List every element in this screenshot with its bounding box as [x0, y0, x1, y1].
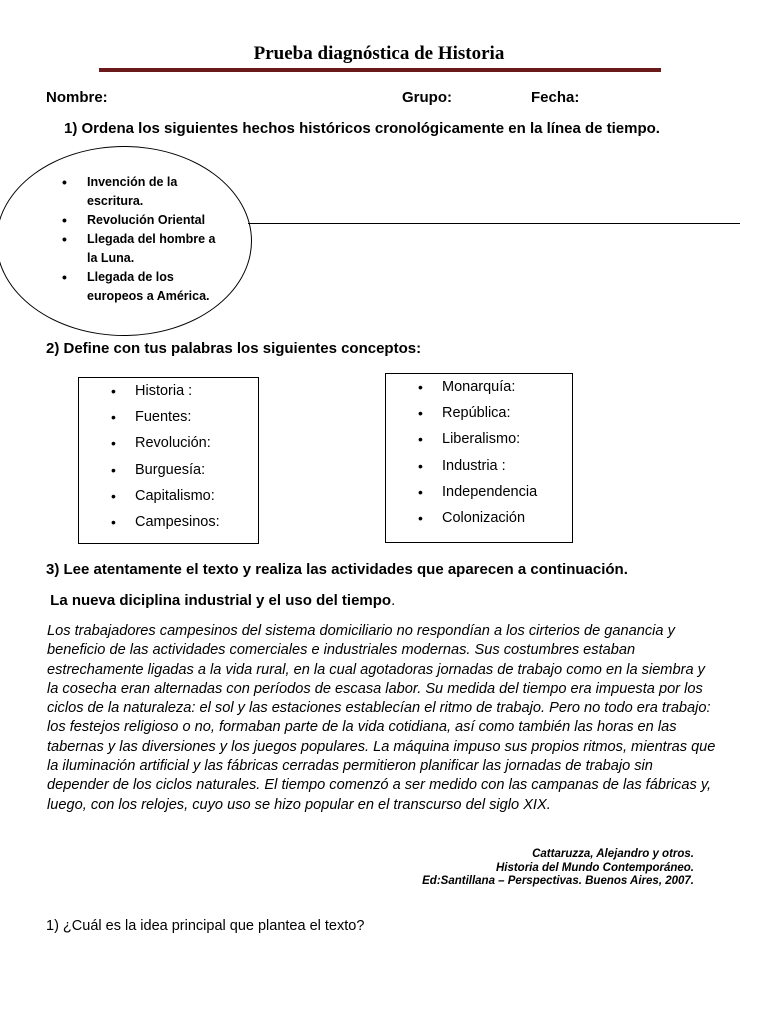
concept-item: • República:	[416, 400, 537, 426]
concept-item: • Industria :	[416, 453, 537, 479]
grupo-label: Grupo:	[402, 89, 452, 106]
concept-item: • Liberalismo:	[416, 426, 537, 452]
citation-line: Cattaruzza, Alejandro y otros.	[532, 848, 694, 860]
concept-item: • Historia :	[109, 378, 220, 404]
timeline-line	[248, 223, 740, 224]
concept-item: • Colonización	[416, 505, 537, 531]
reading-title-text: La nueva diciplina industrial y el uso del tiempo	[46, 592, 392, 609]
concept-item: • Fuentes:	[109, 404, 220, 430]
event-item: • Revolución Oriental	[62, 211, 222, 230]
citation	[422, 848, 694, 889]
concepts-box-left	[78, 377, 259, 544]
question-3-prompt: 3) Lee atentamente el texto y realiza las actividades que aparecen a continuación.	[46, 561, 628, 578]
sub-question-1: 1) ¿Cuál es la idea principal que plantea el texto?	[46, 918, 365, 934]
citation-line: Ed:Santillana – Perspectivas. Buenos Aires, 2007.	[422, 875, 694, 887]
reading-paragraph: Los trabajadores campesinos del sistema domiciliario no respondían a los cirterios de ganancia y beneficio de las actividades comerciales e industriales modernas. Sus costumbres estaban estrechamente ligadas a la vida rural, en la cual agotadoras jornadas de trabajo como en la siembra y la cosecha eran alternadas con períodos de escasa labor. Su medida del tiempo era impuesta por los ciclos de la naturaleza: el sol y las estaciones establecían el ritmo de trabajo. Pero no todo era trabajo: los festejos religioso o no, formaban parte de la vida cotidiana, así como también las horas en las tabernas y las diversiones y los juegos populares. La máquina impuso sus propios ritmos, mientras que la iluminación artificial y las fábricas cerradas permitieron planificar las jornadas de trabajo sin depender de los ciclos naturales. El tiempo comenzó a ser medido con las campanas de las fábricas y, luego, con los relojes, cuyo uso se hizo popular en el transcurso del siglo XIX.	[47, 623, 716, 813]
event-item: • Llegada de los europeos a América.	[62, 268, 222, 306]
concept-item: • Monarquía:	[416, 374, 537, 400]
question-2-prompt: 2) Define con tus palabras los siguientes conceptos:	[46, 340, 422, 357]
concept-item: • Independencia	[416, 479, 537, 505]
concept-item: • Revolución:	[109, 430, 220, 456]
title-underline	[99, 68, 661, 72]
question-1-prompt: 1) Ordena los siguientes hechos históricos cronológicamente en la línea de tiempo.	[64, 120, 660, 137]
events-list	[62, 173, 222, 306]
reading-title	[46, 592, 395, 609]
event-item: • Llegada del hombre a la Luna.	[62, 230, 222, 268]
page-title: Prueba diagnóstica de Historia	[253, 43, 505, 64]
citation-line: Historia del Mundo Contemporáneo.	[495, 861, 694, 874]
concept-item: • Capitalismo:	[109, 483, 220, 509]
nombre-label: Nombre:	[46, 89, 108, 106]
fecha-label: Fecha:	[531, 89, 580, 106]
event-item: • Invención de la escritura.	[62, 173, 222, 211]
concept-item: • Burguesía:	[109, 457, 220, 483]
concept-item: • Campesinos:	[109, 509, 220, 535]
reading-title-period: .	[391, 592, 396, 609]
concepts-box-right	[385, 373, 573, 543]
